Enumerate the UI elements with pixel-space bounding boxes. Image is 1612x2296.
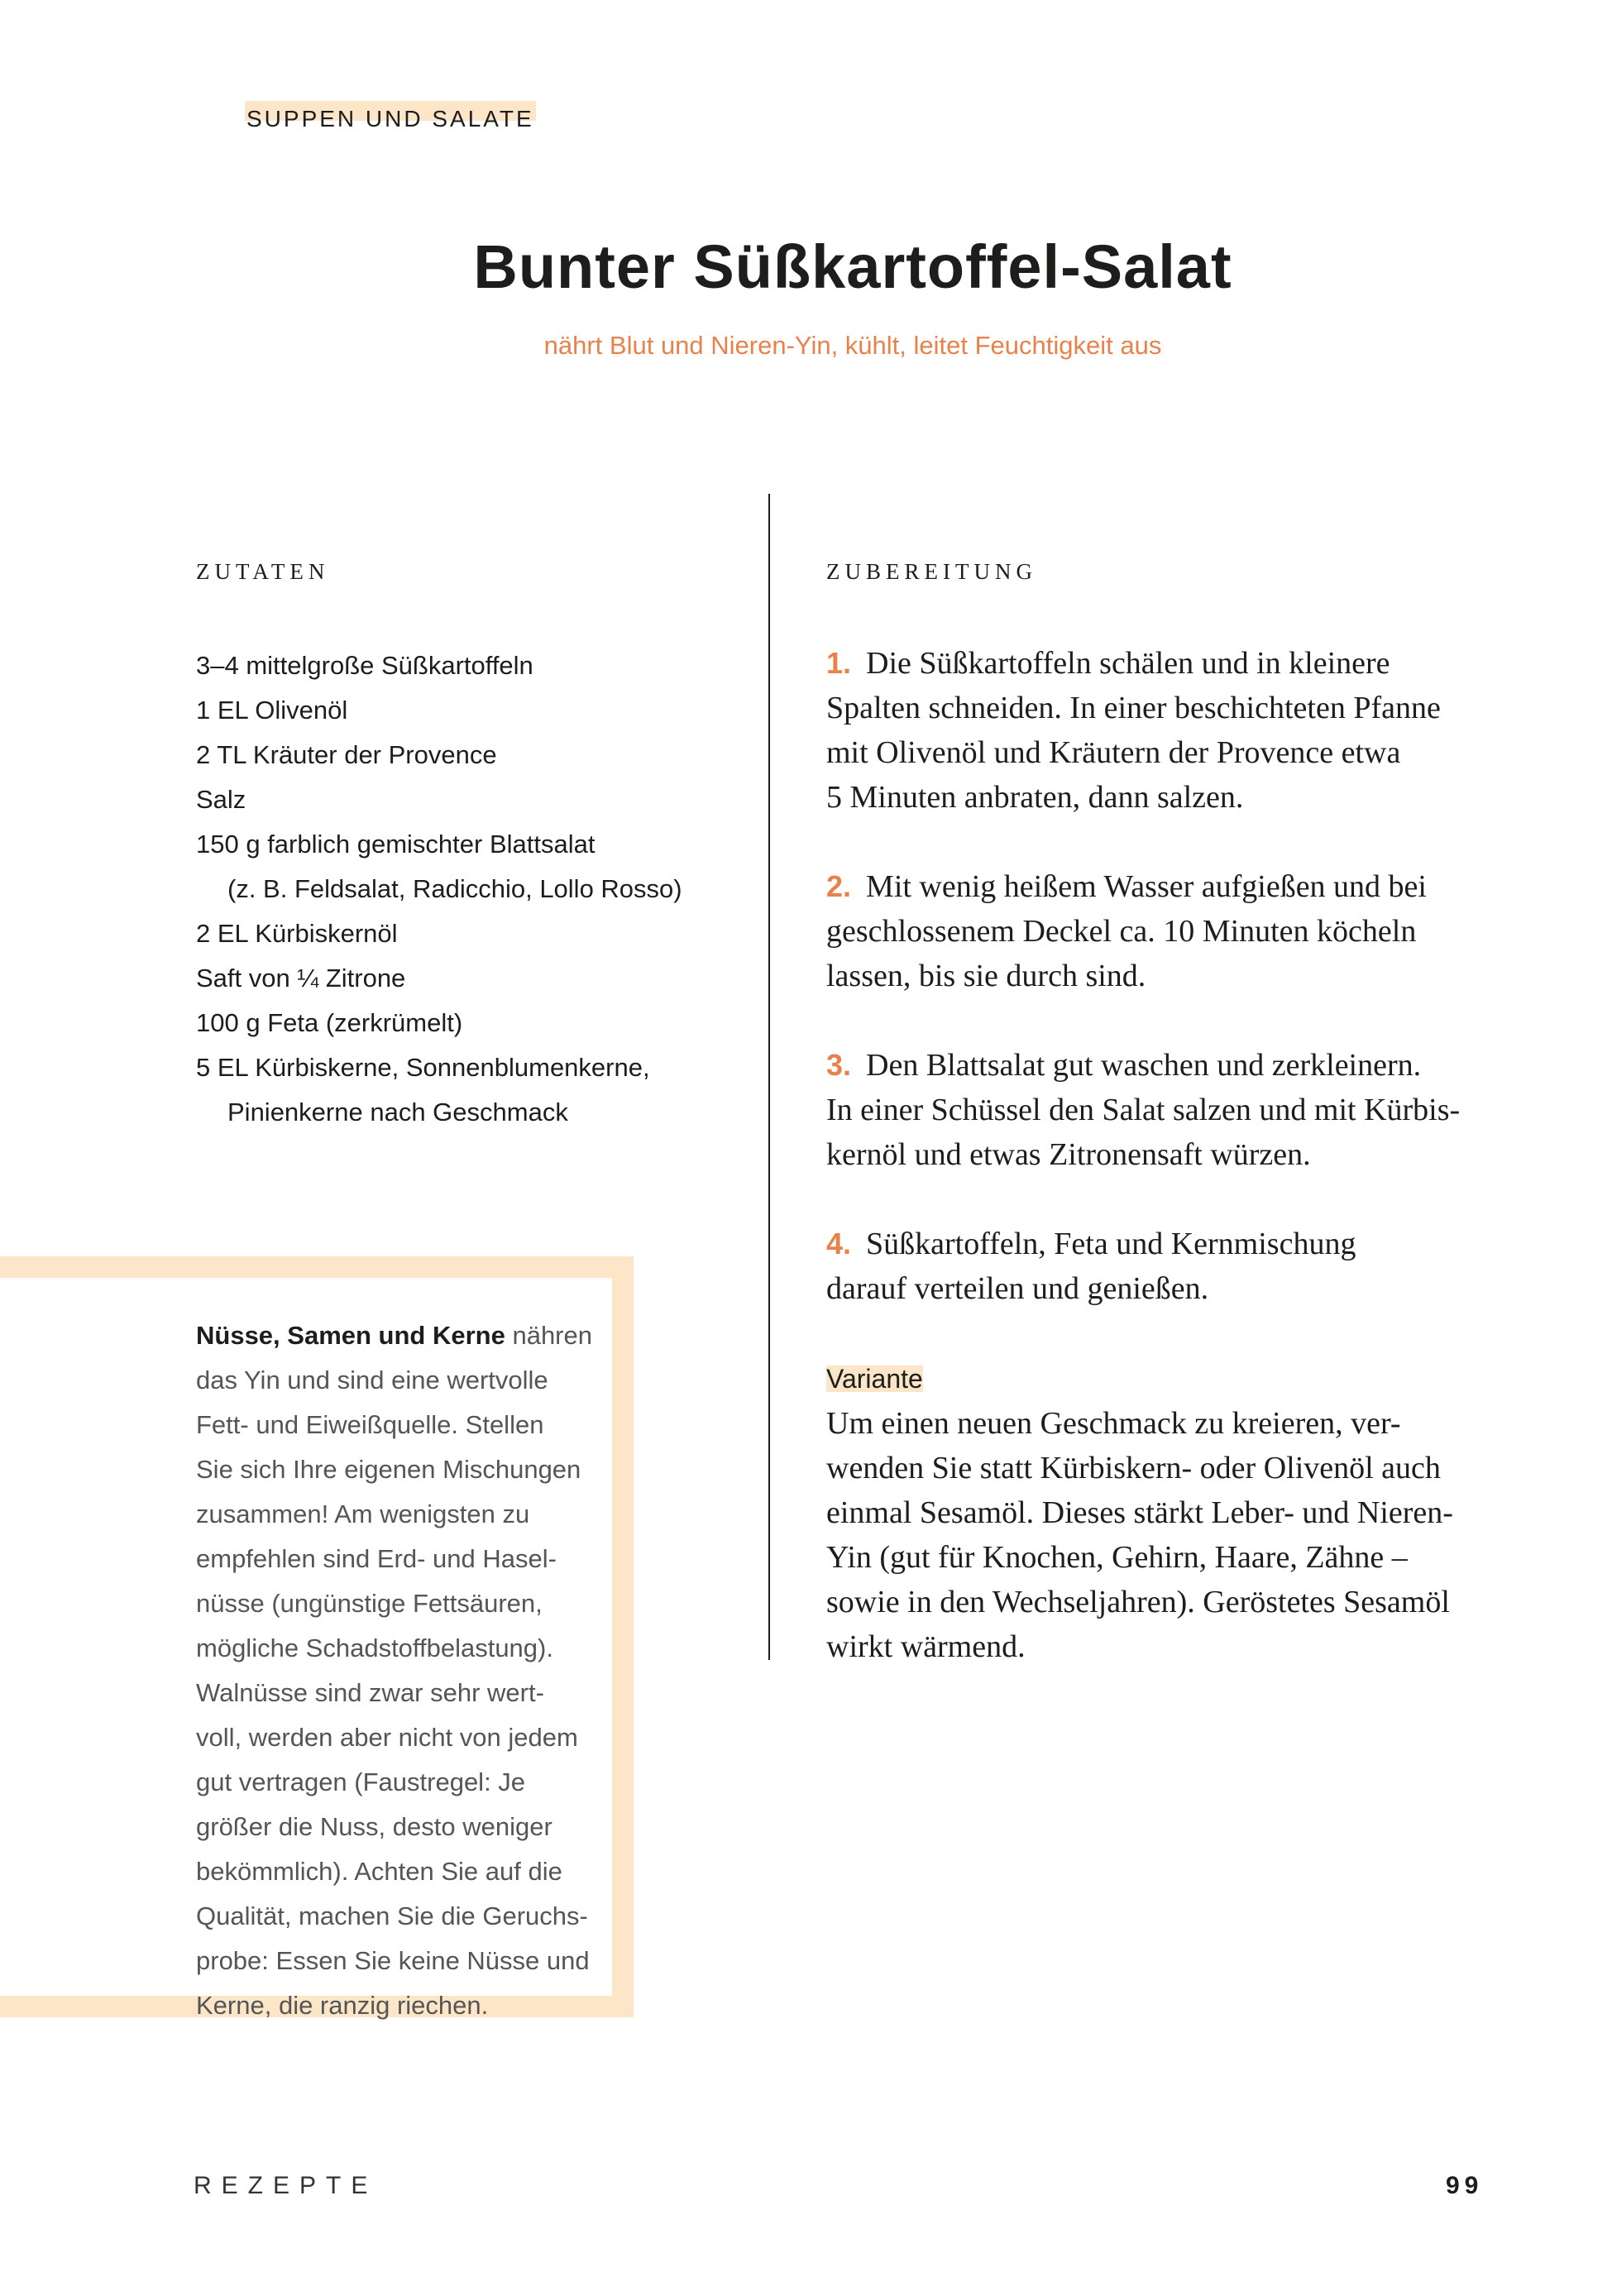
ingredients-list [196,643,682,1135]
step-number: 3. [826,1048,852,1082]
ingredients-heading: ZUTATEN [196,559,330,584]
ingredient-item: Salz [196,785,246,814]
note-line: Sie sich Ihre eigenen Mischungen [196,1455,581,1484]
step-text: darauf verteilen und genießen. [826,1271,1209,1306]
step-line [826,1132,1538,1177]
variant-block [826,1356,1538,1669]
note-line: empfehlen sind Erd- und Hasel- [196,1544,557,1573]
ingredient-item: 5 EL Kürbiskerne, Sonnenblumenkerne, [196,1053,650,1082]
ingredient-item: Saft von ¼ Zitrone [196,964,406,993]
step-3 [826,1043,1538,1177]
step-text: mit Olivenöl und Kräutern der Provence etwa [826,735,1401,770]
step-text: In einer Schüssel den Salat salzen und mit Kürbis- [826,1093,1461,1127]
column-divider [768,494,770,1660]
step-line [826,730,1538,775]
ingredient-item: 3–4 mittelgroße Süßkartoffeln [196,651,533,680]
footer-section-label: REZEPTE [194,2172,378,2199]
note-line: mögliche Schadstoffbelastung). [196,1634,553,1662]
step-text: 5 Minuten anbraten, dann salzen. [826,780,1244,815]
note-line: probe: Essen Sie keine Nüsse und [196,1946,590,1975]
step-1 [826,641,1538,820]
note-line: größer die Nuss, desto weniger [196,1812,552,1841]
step-line [826,641,1538,686]
note-line: Qualität, machen Sie die Geruchs- [196,1901,588,1930]
step-text: geschlossenem Deckel ca. 10 Minuten köcheln [826,914,1417,949]
variant-line: sowie in den Wechseljahren). Geröstetes Sesamöl [826,1585,1450,1619]
note-line: Walnüsse sind zwar sehr wert- [196,1678,544,1707]
step-line [826,864,1538,909]
step-line [826,1266,1538,1311]
variant-line: wenden Sie statt Kürbiskern- oder Olivenöl auch [826,1451,1441,1485]
step-number: 2. [826,869,852,903]
ingredient-item: 150 g farblich gemischter Blattsalat [196,830,596,859]
step-text: Süßkartoffeln, Feta und Kernmischung [866,1227,1356,1261]
step-text: kernöl und etwas Zitronensaft würzen. [826,1137,1311,1172]
nuts-note [196,1313,592,2028]
step-line [826,954,1538,998]
variant-line: Um einen neuen Geschmack zu kreieren, ver- [826,1406,1401,1441]
ingredient-item: Pinienkerne nach Geschmack [227,1098,568,1126]
step-line [826,1088,1538,1132]
variant-text [826,1401,1538,1669]
preparation-steps [826,641,1538,1669]
section-tag: SUPPEN UND SALATE [245,101,536,137]
note-line: bekömmlich). Achten Sie auf die [196,1857,562,1886]
step-2 [826,864,1538,998]
step-line [826,775,1538,820]
note-lines [196,1358,592,2028]
step-number: 4. [826,1227,852,1260]
step-line [826,1043,1538,1088]
note-line: nüsse (ungünstige Fettsäuren, [196,1589,543,1618]
preparation-heading: ZUBEREITUNG [826,559,1037,584]
ingredient-item: 2 TL Kräuter der Provence [196,740,497,769]
ingredient-item: 2 EL Kürbiskernöl [196,919,398,948]
note-line: das Yin und sind eine wertvolle [196,1366,548,1394]
note-line: Kerne, die ranzig riechen. [196,1991,489,2020]
variant-label: Variante [826,1356,923,1401]
ingredient-item: 1 EL Olivenöl [196,696,348,725]
note-line: zusammen! Am wenigsten zu [196,1500,530,1528]
note-line [196,1313,592,1358]
recipe-subtitle: nährt Blut und Nieren-Yin, kühlt, leitet Feuchtigkeit aus [543,331,1162,360]
step-line [826,686,1538,730]
ingredient-item: (z. B. Feldsalat, Radicchio, Lollo Rosso) [227,874,682,903]
step-line [826,909,1538,954]
steps-list [826,641,1538,1311]
note-bold-lead: Nüsse, Samen und Kerne [196,1321,505,1350]
note-line: gut vertragen (Faustregel: Je [196,1767,526,1796]
step-text: Spalten schneiden. In einer beschichteten Pfanne [826,691,1441,725]
note-line: Fett- und Eiweißquelle. Stellen [196,1410,544,1439]
step-text: Mit wenig heißem Wasser aufgießen und bei [866,869,1427,904]
step-4 [826,1222,1538,1311]
step-line [826,1222,1538,1266]
step-text: Den Blattsalat gut waschen und zerkleinern. [866,1048,1422,1083]
step-number: 1. [826,646,852,680]
note-line: voll, werden aber nicht von jedem [196,1723,578,1752]
ingredient-item: 100 g Feta (zerkrümelt) [196,1008,463,1037]
variant-line: wirkt wärmend. [826,1629,1026,1664]
variant-line: Yin (gut für Knochen, Gehirn, Haare, Zähne – [826,1540,1408,1575]
page-title: Bunter Süßkartoffel-Salat [473,232,1232,301]
page-number: 99 [1446,2172,1484,2199]
note-first-line-rest: nähren [505,1321,592,1350]
step-text: lassen, bis sie durch sind. [826,959,1146,993]
step-text: Die Süßkartoffeln schälen und in kleinere [866,646,1390,681]
variant-line: einmal Sesamöl. Dieses stärkt Leber- und Nieren- [826,1495,1453,1530]
